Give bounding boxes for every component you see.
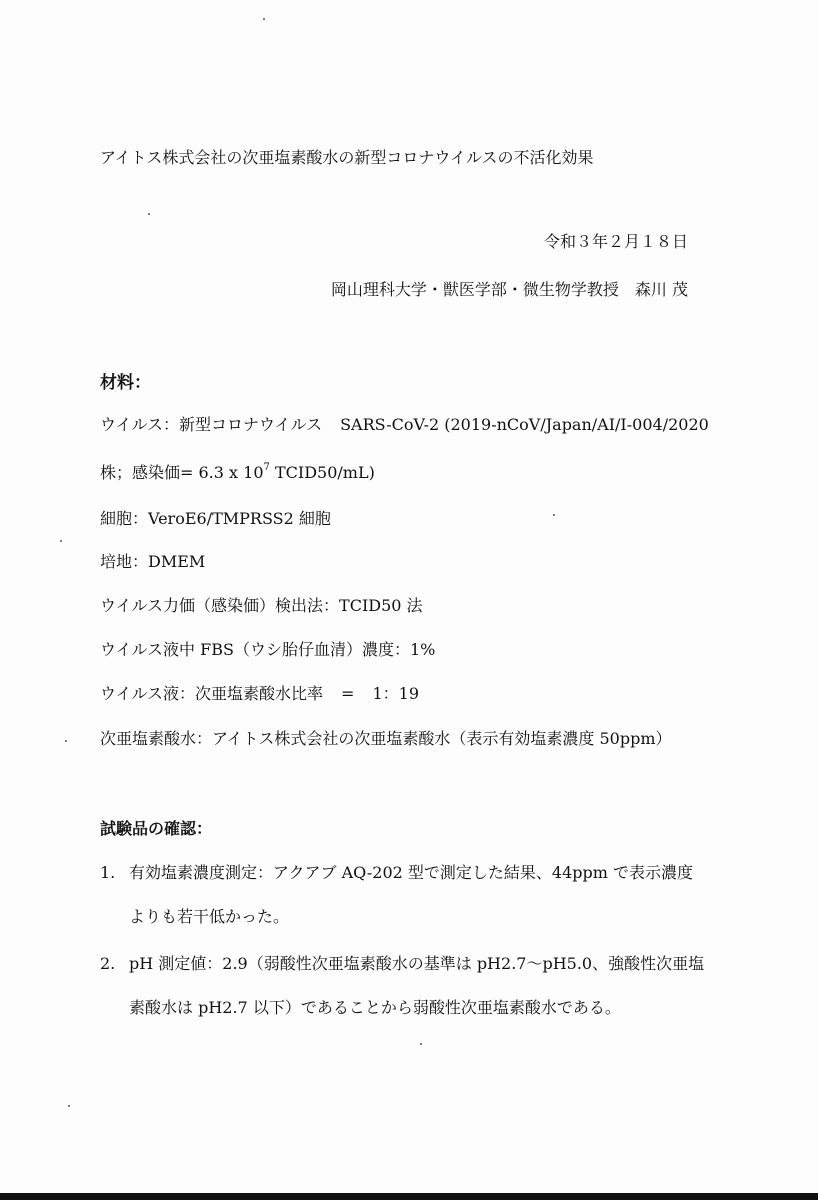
scan-speck [553, 514, 555, 516]
virus-label: ウイルス：新型コロナウイルス [100, 415, 323, 434]
materials-hocl: 次亜塩素酸水：アイトス株式会社の次亜塩素酸水（表示有効塩素濃度 50ppm） [100, 729, 672, 748]
scan-speck [148, 213, 150, 215]
ratio-value: 1：19 [372, 684, 419, 703]
materials-virus-titer [100, 462, 375, 484]
virus-titer-prefix: 株；感染価= 6.3 x 10 [100, 463, 264, 482]
list-item-text: 有効塩素濃度測定：アクアブ AQ-202 型で測定した結果、44ppm で表示濃度 [129, 863, 693, 882]
list-item-text-continued: よりも若干低かった。 [129, 907, 290, 926]
materials-virus [100, 414, 709, 436]
document-author: 岡山理科大学・獣医学部・微生物学教授 森川 茂 [330, 280, 688, 299]
list-item-number: 1. [100, 863, 116, 882]
virus-strain: SARS-CoV-2 (2019-nCoV/Japan/AI/I-004/2020 [340, 415, 709, 434]
scan-speck [68, 1105, 70, 1107]
materials-cells: 細胞：VeroE6/TMPRSS2 細胞 [100, 509, 331, 528]
virus-titer-suffix: TCID50/mL) [269, 463, 375, 482]
list-item-text-continued: 素酸水は pH2.7 以下）であることから弱酸性次亜塩素酸水である。 [129, 998, 621, 1017]
materials-titer-method: ウイルス力価（感染価）検出法：TCID50 法 [100, 596, 423, 615]
document-title: アイトス株式会社の次亜塩素酸水の新型コロナウイルスの不活化効果 [100, 148, 594, 167]
verification-heading: 試験品の確認： [100, 819, 213, 838]
scan-speck [65, 740, 67, 742]
document-date: 令和３年２月１８日 [543, 232, 688, 251]
virus-titer-exponent: 7 [263, 462, 270, 473]
materials-medium: 培地：DMEM [100, 552, 206, 571]
materials-fbs: ウイルス液中 FBS（ウシ胎仔血清）濃度：1% [100, 640, 436, 659]
scan-speck [263, 18, 265, 20]
list-item-number: 2. [100, 954, 116, 973]
scan-speck [60, 540, 62, 542]
ratio-equals: = [341, 684, 355, 703]
scan-speck [420, 1043, 422, 1045]
materials-heading: 材料： [100, 373, 151, 393]
ratio-label: ウイルス液：次亜塩素酸水比率 [100, 684, 324, 703]
list-item-text: pH 測定値：2.9（弱酸性次亜塩素酸水の基準は pH2.7～pH5.0、強酸性次亜塩 [129, 954, 705, 973]
materials-ratio [100, 683, 419, 705]
scan-edge [0, 1193, 818, 1200]
